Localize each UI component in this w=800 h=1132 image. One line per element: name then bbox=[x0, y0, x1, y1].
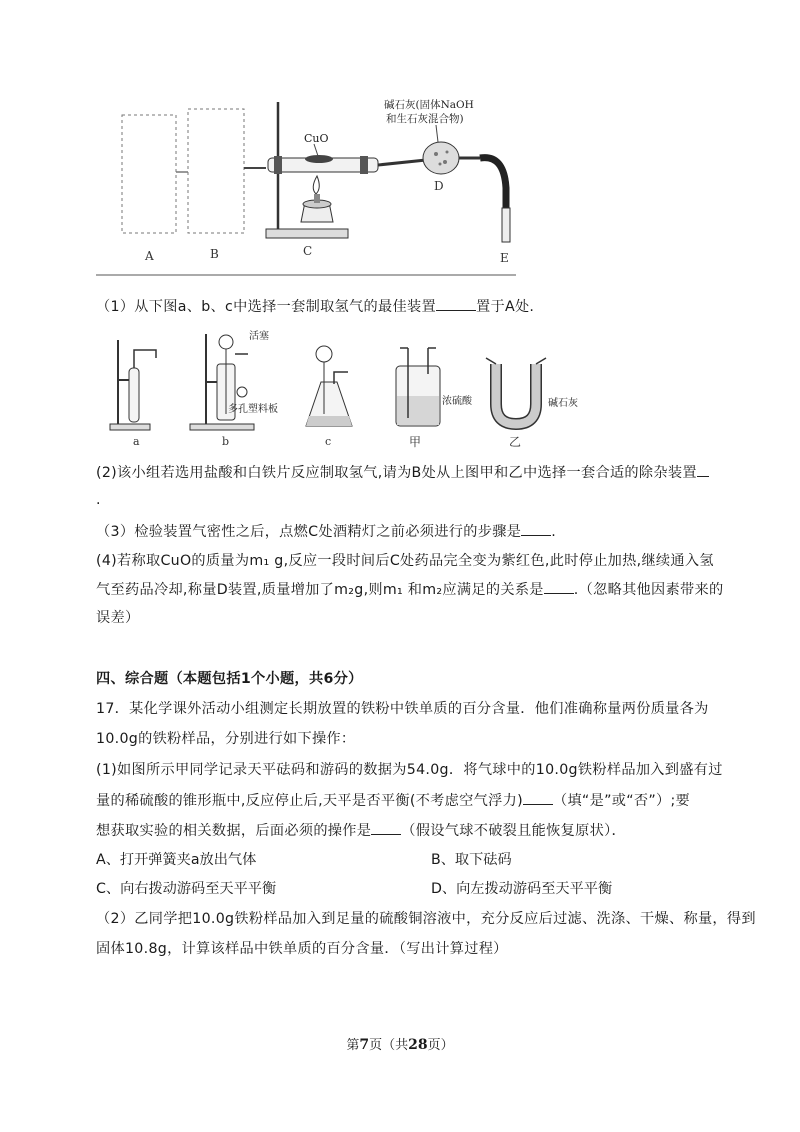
q1-text-after: 置于A处. bbox=[475, 299, 535, 315]
label-c: C bbox=[303, 244, 313, 258]
drying-tube-d bbox=[423, 142, 459, 174]
apparatus-figure-top bbox=[96, 92, 536, 278]
box-a bbox=[122, 115, 176, 233]
option-a: A、打开弹簧夹a放出气体 bbox=[96, 852, 257, 868]
q17-part2-line1: （2）乙同学把10.0g铁粉样品加入到足量的硫酸铜溶液中，充分反应后过滤、洗涤、干燥、称量，得到 bbox=[96, 911, 756, 927]
footer-middle: 页（共 bbox=[369, 1038, 409, 1053]
label-e: E bbox=[500, 251, 509, 265]
label-b-small: b bbox=[222, 435, 230, 448]
q17-p1-line2-before: 量的稀硫酸的锥形瓶中,反应停止后,天平是否平衡(不考虑空气浮力) bbox=[96, 793, 523, 809]
option-b: B、取下砝码 bbox=[431, 852, 512, 868]
label-jia: 甲 bbox=[409, 435, 422, 449]
label-acid: 浓硫酸 bbox=[442, 396, 472, 407]
apparatus-a bbox=[110, 340, 156, 448]
footer-prefix: 第 bbox=[346, 1038, 360, 1053]
q17-operation-blank[interactable] bbox=[371, 820, 401, 835]
q4-line2-after: .（忽略其他因素带来的 bbox=[573, 582, 724, 598]
footer-suffix: 页） bbox=[427, 1038, 454, 1053]
label-d: D bbox=[434, 179, 444, 193]
q17-balance-blank[interactable] bbox=[523, 790, 553, 805]
label-plate: 多孔塑料板 bbox=[228, 404, 278, 415]
label-reagent-line1: 碱石灰(固体NaOH bbox=[384, 99, 474, 111]
apparatus-jia bbox=[396, 348, 473, 449]
q17-p1-line3-before: 想获取实验的相关数据，后面必须的操作是 bbox=[96, 823, 372, 839]
label-yi: 乙 bbox=[509, 435, 522, 449]
q17-part1-line1: (1)如图所示甲同学记录天平砝码和游码的数据为54.0g．将气球中的10.0g铁粉样品加入到盛有过 bbox=[96, 762, 723, 778]
q2-answer-blank[interactable] bbox=[697, 462, 709, 477]
footer-page-number: 7 bbox=[359, 1037, 370, 1053]
q4-line2-before: 气至药品冷却,称量D装置,质量增加了m₂g,则m₁ 和m₂应满足的关系是 bbox=[96, 582, 544, 598]
q4-answer-blank[interactable] bbox=[544, 579, 574, 594]
q17-p1-line2-after: （填“是”或“否”）;要 bbox=[552, 793, 691, 809]
option-d: D、向左拨动游码至天平平衡 bbox=[431, 881, 613, 897]
question-4-line3: 误差） bbox=[96, 610, 140, 626]
label-c-small: c bbox=[325, 435, 332, 448]
question-1 bbox=[96, 296, 534, 317]
option-c: C、向右拨动游码至天平平衡 bbox=[96, 881, 277, 897]
q2-line1: (2)该小组若选用盐酸和白铁片反应制取氢气,请为B处从上图甲和乙中选择一套合适的除杂装置 bbox=[96, 465, 697, 481]
page-footer bbox=[0, 1034, 800, 1053]
q3-answer-blank[interactable] bbox=[521, 521, 551, 536]
q17-p1-line3-after: （假设气球不破裂且能恢复原状）． bbox=[401, 823, 626, 839]
footer-total-pages: 28 bbox=[408, 1037, 428, 1053]
question-4-line2 bbox=[96, 579, 723, 600]
question-4-line1: (4)若称取CuO的质量为m₁ g,反应一段时间后C处药品完全变为紫红色,此时停止加热,继续通入氢 bbox=[96, 553, 714, 569]
box-b bbox=[188, 109, 244, 233]
apparatus-yi bbox=[486, 358, 578, 449]
question-3 bbox=[96, 521, 556, 542]
question-2-line2: . bbox=[96, 492, 101, 508]
q17-part2-line2: 固体10.8g，计算该样品中铁单质的百分含量．（写出计算过程） bbox=[96, 941, 508, 957]
label-valve: 活塞 bbox=[249, 331, 269, 342]
q3-text-before: （3）检验装置气密性之后，点燃C处酒精灯之前必须进行的步骤是 bbox=[96, 524, 522, 540]
section-heading: 四、综合题（本题包括1个小题，共6分） bbox=[96, 671, 363, 687]
q3-text-after: . bbox=[551, 524, 556, 540]
q17-line2: 10.0g的铁粉样品，分别进行如下操作： bbox=[96, 731, 356, 747]
q1-text-before: （1）从下图a、b、c中选择一套制取氢气的最佳装置 bbox=[96, 299, 436, 315]
label-cuo: CuO bbox=[304, 132, 329, 145]
label-lime: 碱石灰 bbox=[548, 398, 578, 409]
apparatus-b bbox=[190, 329, 278, 448]
label-b: B bbox=[210, 247, 219, 261]
apparatus-c bbox=[306, 346, 352, 448]
question-2-line1 bbox=[96, 462, 709, 483]
label-reagent-line2: 和生石灰混合物) bbox=[386, 113, 464, 125]
apparatus-figure-options bbox=[96, 324, 586, 452]
q17-part1-line2 bbox=[96, 790, 690, 811]
q1-answer-blank[interactable] bbox=[436, 296, 476, 311]
q17-line1: 17．某化学课外活动小组测定长期放置的铁粉中铁单质的百分含量．他们准确称量两份质量各为 bbox=[96, 701, 709, 717]
q17-part1-line3 bbox=[96, 820, 626, 841]
label-a-small: a bbox=[133, 435, 140, 448]
label-a: A bbox=[145, 249, 154, 263]
